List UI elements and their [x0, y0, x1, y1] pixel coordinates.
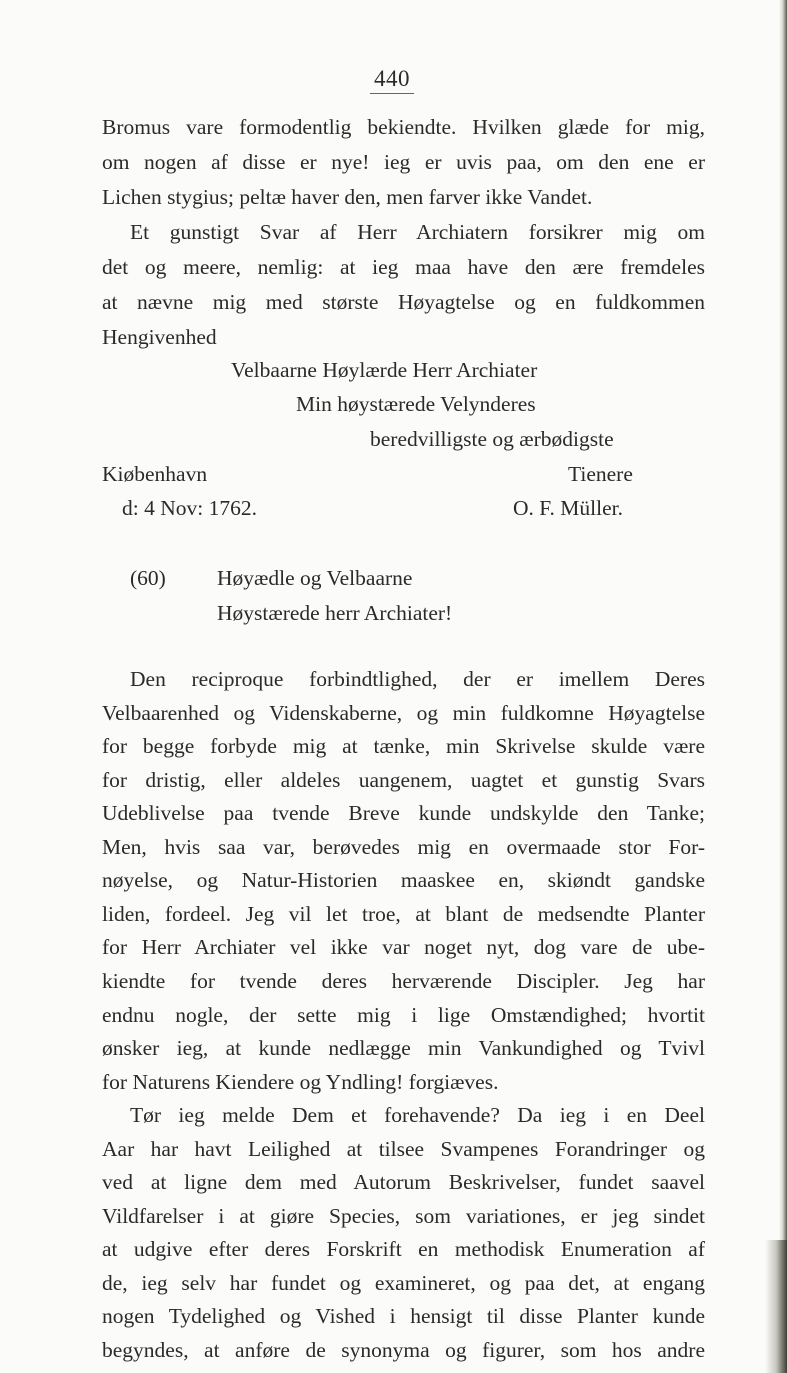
page-edge-shadow	[779, 0, 787, 1373]
text-line: Den reciproque forbindtlighed, der er imellem Deres	[130, 667, 705, 691]
closing-salutation: Min høystærede Velynderes	[296, 392, 536, 416]
letter-greeting: Høystærede herr Archiater!	[217, 601, 453, 625]
closing-date: d: 4 Nov: 1762.	[122, 496, 257, 520]
closing-servant: Tienere	[568, 462, 633, 486]
text-line: Bromus vare formodentlig bekiendte. Hvilken glæde for mig,	[102, 115, 705, 139]
text-line: Udeblivelse paa tvende Breve kunde undskylde den Tanke;	[102, 801, 705, 825]
text-line: at nævne mig med største Høyagtelse og en fuldkommen	[102, 290, 705, 314]
text-line: begyndes, at anføre de synonyma og figurer, som hos andre	[102, 1338, 705, 1362]
text-line: Et gunstigt Svar af Herr Archiatern forsikrer mig om	[130, 220, 705, 244]
closing-salutation: beredvilligste og ærbødigste	[370, 427, 614, 451]
text-line: liden, fordeel. Jeg vil let troe, at blant de medsendte Planter	[102, 902, 705, 926]
closing-signature: O. F. Müller.	[513, 496, 623, 520]
text-line: Lichen stygius; peltæ haver den, men farver ikke Vandet.	[102, 185, 593, 209]
text-line: ønsker ieg, at kunde nedlægge min Vankundighed og Tvivl	[102, 1036, 705, 1060]
text-line: Tør ieg melde Dem et forehavende? Da ieg i en Deel	[130, 1103, 705, 1127]
text-line: nøyelse, og Natur-Historien maaskee en, skiøndt gandske	[102, 868, 705, 892]
text-line: om nogen af disse er nye! ieg er uvis paa, om den ene er	[102, 150, 705, 174]
page-number: 440	[370, 66, 414, 94]
text-line: endnu nogle, der sette mig i lige Omstændighed; hvortit	[102, 1003, 705, 1027]
closing-place: Kiøbenhavn	[102, 462, 208, 486]
text-line: for Herr Archiater vel ikke var noget nyt, dog vare de ube-	[102, 935, 705, 959]
text-line: Velbaarenhed og Videnskaberne, og min fuldkomne Høyagtelse	[102, 701, 705, 725]
text-line: for dristig, eller aldeles uangenem, uagtet et gunstig Svars	[102, 768, 705, 792]
text-line: for begge forbyde mig at tænke, min Skrivelse skulde være	[102, 734, 705, 758]
text-line: at udgive efter deres Forskrift en methodisk Enumeration af	[102, 1237, 705, 1261]
text-line: nogen Tydelighed og Vished i hensigt til disse Planter kunde	[102, 1304, 705, 1328]
page-edge-shadow-lower	[765, 1240, 787, 1373]
text-line: Men, hvis saa var, berøvedes mig en overmaade stor For-	[102, 835, 705, 859]
closing-salutation: Velbaarne Høylærde Herr Archiater	[231, 358, 538, 382]
text-line: for Naturens Kiendere og Yndling! forgiæves.	[102, 1070, 499, 1094]
text-line: Vildfarelser i at giøre Species, som variationes, er jeg sindet	[102, 1204, 705, 1228]
text-line: det og meere, nemlig: at ieg maa have den ære fremdeles	[102, 255, 705, 279]
text-line: ved at ligne dem med Autorum Beskrivelser, fundet saavel	[102, 1170, 705, 1194]
text-line: kiendte for tvende deres herværende Discipler. Jeg har	[102, 969, 705, 993]
letter-number: (60)	[130, 566, 166, 590]
letter-greeting: Høyædle og Velbaarne	[217, 566, 413, 590]
text-line: Hengivenhed	[102, 325, 217, 349]
text-line: de, ieg selv har fundet og examineret, og paa det, at engang	[102, 1271, 705, 1295]
text-line: Aar har havt Leilighed at tilsee Svampenes Forandringer og	[102, 1137, 705, 1161]
